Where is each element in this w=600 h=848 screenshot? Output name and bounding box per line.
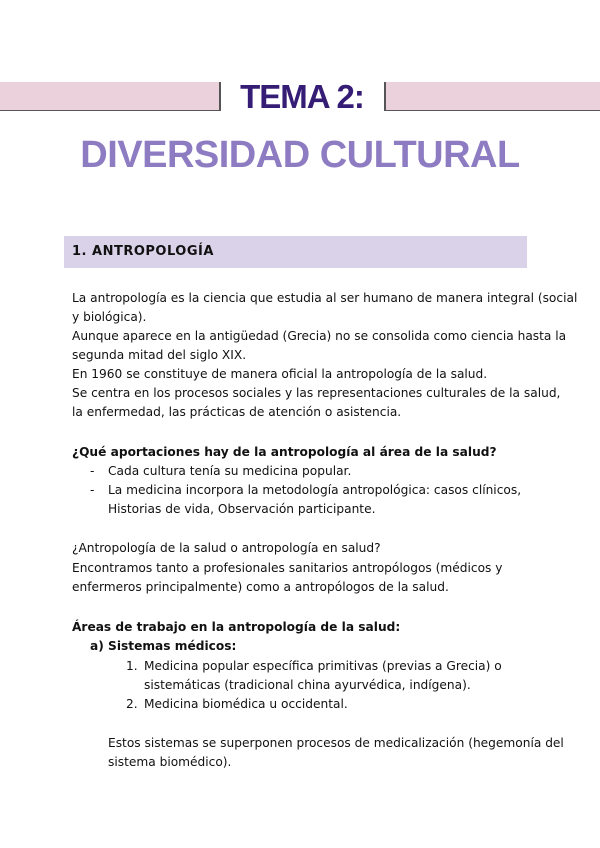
areas-heading: Áreas de trabajo en la antropología de la salud:: [72, 620, 401, 634]
list-item-continued: sistemáticas (tradicional china ayurvédica, indígena).: [144, 678, 471, 692]
bullet-item-continued: Historias de vida, Observación participante.: [108, 502, 376, 516]
paragraph-line: y biológica).: [72, 310, 147, 324]
note-line: Estos sistemas se superponen procesos de medicalización (hegemonía del: [108, 736, 564, 750]
bullet-dash: -: [90, 464, 95, 478]
question-heading: ¿Qué aportaciones hay de la antropología al área de la salud?: [72, 445, 497, 459]
header-bar-right: [384, 82, 600, 111]
paragraph-line: Encontramos tanto a profesionales sanitarios antropólogos (médicos y: [72, 561, 503, 575]
list-item: Medicina popular específica primitivas (previas a Grecia) o: [144, 659, 502, 673]
areas-subheading: a) Sistemas médicos:: [90, 639, 237, 653]
paragraph-line: ¿Antropología de la salud o antropología en salud?: [72, 541, 381, 555]
paragraph-line: Aunque aparece en la antigüedad (Grecia) no se consolida como ciencia hasta la: [72, 329, 567, 343]
note-line: sistema biomédico).: [108, 755, 232, 769]
paragraph-line: La antropología es la ciencia que estudia al ser humano de manera integral (social: [72, 291, 578, 305]
list-number: 1.: [126, 659, 138, 673]
list-number: 2.: [126, 697, 138, 711]
topic-number: TEMA 2:: [240, 78, 364, 115]
bullet-dash: -: [90, 483, 95, 497]
paragraph-line: la enfermedad, las prácticas de atención o asistencia.: [72, 405, 402, 419]
bullet-item: La medicina incorpora la metodología antropológica: casos clínicos,: [108, 483, 522, 497]
paragraph-line: enfermeros principalmente) como a antropólogos de la salud.: [72, 580, 449, 594]
paragraph-line: segunda mitad del siglo XIX.: [72, 348, 247, 362]
section-heading: [64, 236, 527, 268]
bullet-item: Cada cultura tenía su medicina popular.: [108, 464, 352, 478]
header-bar-left: [0, 82, 221, 111]
paragraph-line: Se centra en los procesos sociales y las representaciones culturales de la salud,: [72, 386, 561, 400]
section-heading-text: 1. ANTROPOLOGÍA: [72, 244, 214, 259]
paragraph-line: En 1960 se constituye de manera oficial la antropología de la salud.: [72, 367, 488, 381]
list-item: Medicina biomédica u occidental.: [144, 697, 348, 711]
page-title: DIVERSIDAD CULTURAL: [80, 134, 520, 176]
